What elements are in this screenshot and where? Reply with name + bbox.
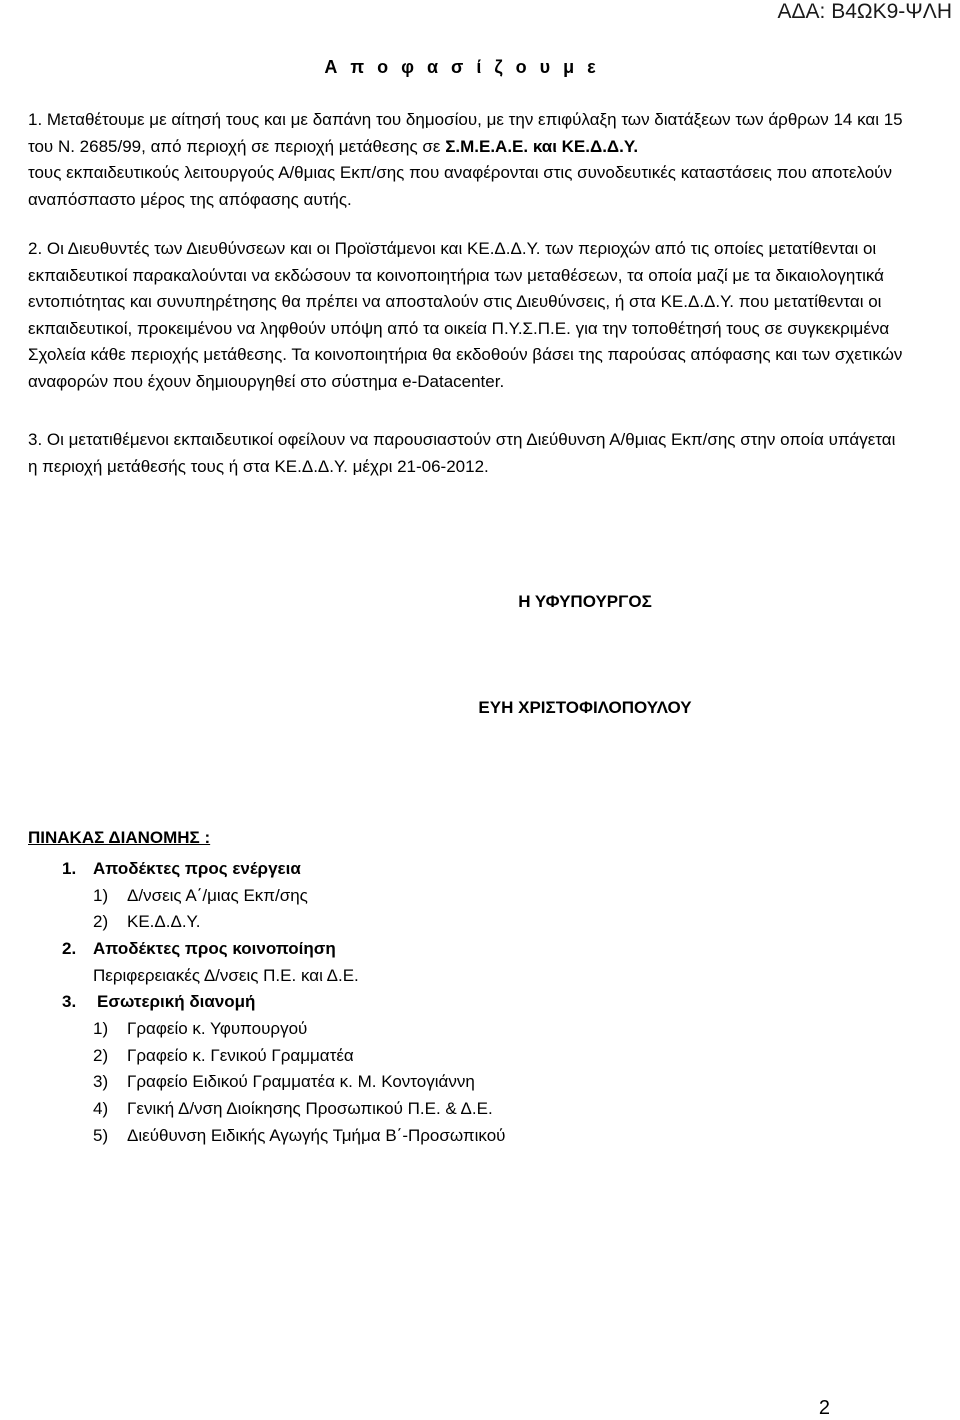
signature-title: Η ΥΦΥΠΟΥΡΓΟΣ	[518, 592, 652, 611]
distribution-item: Γραφείο κ. Γενικού Γραμματέα	[127, 1046, 354, 1065]
paragraph-1-bold: Σ.Μ.Ε.Α.Ε. και ΚΕ.Δ.Δ.Υ.	[445, 136, 639, 156]
distribution-item-number: 1)	[93, 886, 109, 905]
distribution-item-number: 2)	[93, 912, 109, 931]
distribution-group-1-label: Αποδέκτες προς ενέργεια	[93, 859, 301, 878]
distribution-group-1-number: 1.	[62, 859, 77, 878]
distribution-group-3-number: 3.	[62, 992, 77, 1011]
distribution-item-number: 3)	[93, 1072, 109, 1091]
distribution-group-2-label: Αποδέκτες προς κοινοποίηση	[93, 939, 336, 958]
signature-name: ΕΥΗ ΧΡΙΣΤΟΦΙΛΟΠΟΥΛΟΥ	[478, 698, 692, 717]
distribution-item: Δ/νσεις Α΄/μιας Εκπ/σης	[127, 886, 308, 905]
paragraph-1	[28, 107, 908, 213]
distribution-item: ΚΕ.Δ.Δ.Υ.	[127, 912, 201, 931]
paragraph-3: 3. Οι μετατιθέμενοι εκπαιδευτικοί οφείλουν να παρουσιαστούν στη Διεύθυνση Α/θμιας Εκπ/σης στην οποία υπάγεται η περιοχή μετάθεσής τους ή στα ΚΕ.Δ.Δ.Υ. μέχρι 21-06-2012.	[28, 430, 896, 476]
decision-heading: Α π ο φ α σ ί ζ ο υ μ ε	[324, 57, 600, 77]
distribution-item: Γραφείο Ειδικού Γραμματέα κ. Μ. Κοντογιάννη	[127, 1072, 475, 1091]
distribution-item-number: 1)	[93, 1019, 109, 1038]
paragraph-2: 2. Οι Διευθυντές των Διευθύνσεων και οι Προϊστάμενοι και ΚΕ.Δ.Δ.Υ. των περιοχών από τις οποίες μετατίθενται οι εκπαιδευτικοί παρακαλούνται να εκδώσουν τα κοινοποιητήρια των μεταθέσεων, τα οποία μαζί με τα δικαιολογητικά εντοπιότητας και συνυπηρέτησης θα πρέπει να αποσταλούν στις Διευθύνσεις, ή στα ΚΕ.Δ.Δ.Υ. που μετατίθενται οι εκπαιδευτικοί, προκειμένου να ληφθούν υπόψη από τα οικεία Π.Υ.Σ.Π.Ε. για την τοποθέτησή τους σε συγκεκριμένα Σχολεία κάθε περιοχής μετάθεσης. Τα κοινοποιητήρια θα εκδοθούν βάσει της παρούσας απόφασης και των σχετικών αναφορών που έχουν δημιουργηθεί στο σύστημα e-Datacenter.	[28, 239, 903, 391]
distribution-item-number: 4)	[93, 1099, 109, 1118]
distribution-item: Γενική Δ/νση Διοίκησης Προσωπικού Π.Ε. & Δ.Ε.	[127, 1099, 493, 1118]
distribution-item: Περιφερειακές Δ/νσεις Π.Ε. και Δ.Ε.	[93, 966, 359, 985]
distribution-item-number: 5)	[93, 1126, 109, 1145]
distribution-item-number: 2)	[93, 1046, 109, 1065]
distribution-title: ΠΙΝΑΚΑΣ ΔΙΑΝΟΜΗΣ :	[28, 828, 211, 847]
distribution-group-3-label: Εσωτερική διανομή	[97, 992, 256, 1011]
page-number: 2	[818, 1397, 830, 1419]
paragraph-1-text: 1. Μεταθέτουμε με αίτησή τους και με δαπάνη του δημοσίου, με την επιφύλαξη των διατάξεων των άρθρων 14 και 15 του Ν. 2685/99, από περιοχή σε περιοχή μετάθεσης σε	[28, 110, 903, 156]
distribution-group-2-number: 2.	[62, 939, 77, 958]
ada-code: ΑΔΑ: Β4ΩΚ9-ΨΛΗ	[777, 0, 952, 23]
distribution-item: Γραφείο κ. Υφυπουργού	[127, 1019, 308, 1038]
paragraph-1-rest: τους εκπαιδευτικούς λειτουργούς Α/θμιας Εκπ/σης που αναφέρονται στις συνοδευτικές καταστάσεις που αποτελούν αναπόσπαστο μέρος της απόφασης αυτής.	[28, 163, 892, 209]
distribution-item: Διεύθυνση Ειδικής Αγωγής Τμήμα Β΄-Προσωπικού	[127, 1126, 506, 1145]
